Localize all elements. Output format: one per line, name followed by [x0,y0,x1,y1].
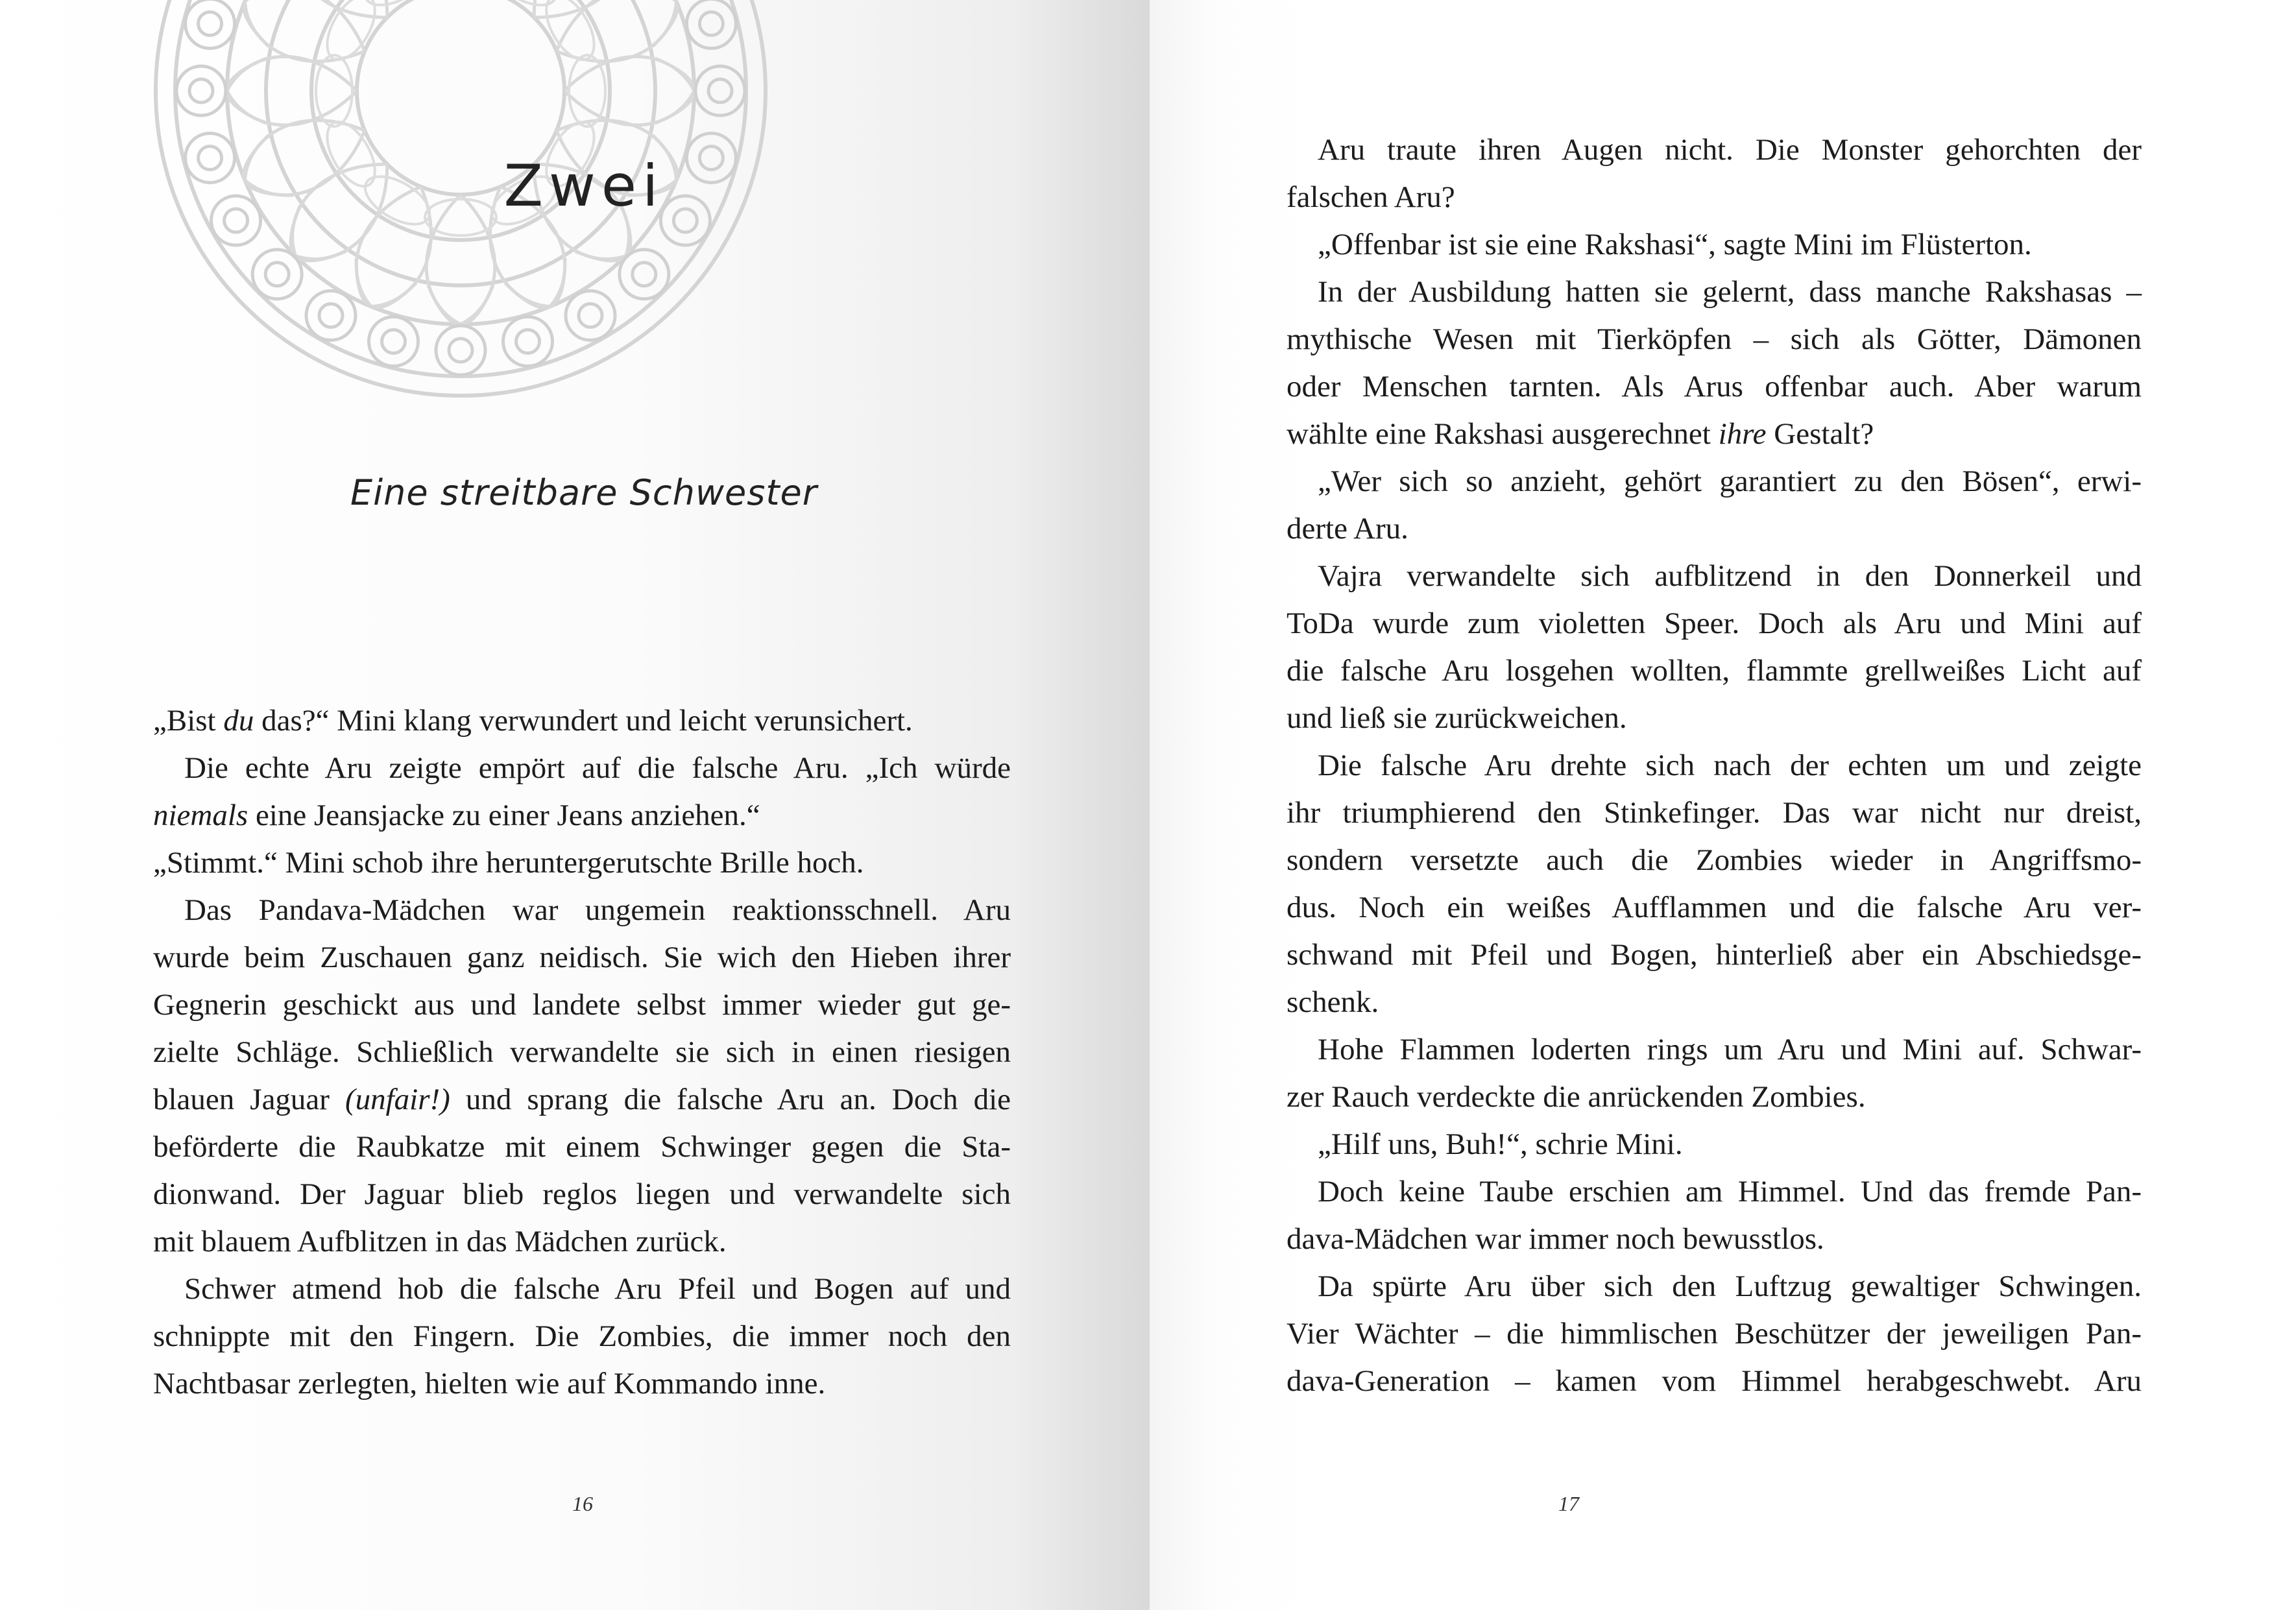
text-line [1287,1168,2142,1216]
text-segment: oder Menschen tarnten. Als Arus offenbar auch. Aber warum [1287,370,2142,403]
chapter-subtitle: Eine streitbare Schwester [350,472,817,513]
text-segment: Aru traute ihren Augen nicht. Die Monster gehorchten der [1318,133,2142,167]
celtic-mandala-ornament [117,0,804,441]
text-line [153,1313,1011,1360]
text-line [1287,1121,2142,1168]
text-line [153,887,1011,934]
text-segment: Schwer atmend hob die falsche Aru Pfeil und Bogen auf und [184,1272,1011,1306]
text-segment: „Bist [153,704,224,738]
text-line [1287,979,2142,1026]
text-segment: mythische Wesen mit Tierköpfen – sich als Götter, Dämonen [1287,322,2142,356]
text-line [1287,931,2142,979]
page-number-left: 16 [572,1492,593,1515]
italic-text: niemals [153,799,248,832]
text-segment: Vier Wächter – die himmlischen Beschützer der jeweiligen Pan- [1287,1317,2142,1351]
text-line [1287,742,2142,789]
text-line [1287,1310,2142,1358]
text-segment: Nachtbasar zerlegten, hielten wie auf Kommando inne. [153,1367,826,1400]
italic-text: ihre [1718,417,1767,451]
text-line [153,1171,1011,1218]
text-line [153,1029,1011,1076]
text-line [153,1218,1011,1266]
text-line [1287,269,2142,316]
text-segment: sondern versetzte auch die Zombies wieder in Angriffsmo- [1287,843,2142,877]
text-line [1287,1358,2142,1405]
text-segment: ToDa wurde zum violetten Speer. Doch als Aru und Mini auf [1287,607,2142,640]
text-segment: die falsche Aru losgehen wollten, flammte grellweißes Licht auf [1287,654,2142,688]
text-segment: Vajra verwandelte sich aufblitzend in den Donnerkeil und [1318,559,2142,593]
right-body-text [1287,126,2142,1405]
text-line [153,1360,1011,1408]
text-line [1287,1263,2142,1310]
text-segment: falschen Aru? [1287,180,1455,214]
chapter-title: Zwei [503,152,664,219]
text-segment: dava-Generation – kamen vom Himmel herabgeschwebt. Aru [1287,1364,2142,1398]
italic-text: du [223,704,254,738]
text-segment: „Wer sich so anzieht, gehört garantiert zu den Bösen“, erwi- [1318,464,2142,498]
italic-text: (unfair!) [344,1083,450,1116]
right-page [1150,0,2296,1610]
text-segment: Gestalt? [1766,417,1874,451]
text-segment: ihr triumphierend den Stinkefinger. Das war nicht nur dreist, [1287,796,2142,830]
text-line [153,745,1011,792]
text-segment: zielte Schläge. Schließlich verwandelte sie sich in einen riesigen [153,1035,1011,1069]
text-segment: „Stimmt.“ Mini schob ihre heruntergerutschte Brille hoch. [153,846,864,880]
text-segment: dus. Noch ein weißes Aufflammen und die falsche Aru ver- [1287,891,2142,924]
text-segment: zer Rauch verdeckte die anrückenden Zombies. [1287,1080,1866,1114]
text-segment: schenk. [1287,985,1379,1019]
text-line [1287,1074,2142,1121]
text-line [1287,695,2142,742]
text-line [1287,1216,2142,1263]
text-segment: „Offenbar ist sie eine Rakshasi“, sagte Mini im Flüsterton. [1318,228,2032,261]
text-line [153,1123,1011,1171]
text-line [153,1076,1011,1123]
text-segment: Die falsche Aru drehte sich nach der echten um und zeigte [1318,749,2142,782]
text-segment: In der Ausbildung hatten sie gelernt, dass manche Rakshasas – [1318,275,2142,309]
text-segment: schwand mit Pfeil und Bogen, hinterließ aber ein Abschiedsge- [1287,938,2142,972]
text-segment: schnippte mit den Fingern. Die Zombies, die immer noch den [153,1319,1011,1353]
text-segment: und ließ sie zurückweichen. [1287,701,1627,735]
text-segment: mit blauem Aufblitzen in das Mädchen zurück. [153,1225,727,1258]
text-segment: beförderte die Raubkatze mit einem Schwinger gegen die Sta- [153,1130,1011,1164]
text-line [1287,600,2142,647]
left-body-text [153,697,1011,1408]
text-line [1287,1026,2142,1074]
text-segment: und sprang die falsche Aru an. Doch die [450,1083,1011,1116]
text-segment: Hohe Flammen loderten rings um Aru und Mini auf. Schwar- [1318,1033,2142,1066]
text-line [153,697,1011,745]
text-segment: dionwand. Der Jaguar blieb reglos liegen und verwandelte sich [153,1177,1011,1211]
text-line [153,839,1011,887]
text-line [153,1266,1011,1313]
text-line [1287,316,2142,363]
text-segment: Da spürte Aru über sich den Luftzug gewaltiger Schwingen. [1318,1269,2142,1303]
text-line [1287,458,2142,505]
text-segment: das?“ Mini klang verwundert und leicht verunsichert. [254,704,913,738]
page-number-right: 17 [1558,1492,1579,1515]
text-segment: derte Aru. [1287,512,1408,546]
text-line [1287,553,2142,600]
text-line [1287,221,2142,269]
text-line [153,792,1011,839]
text-segment: dava-Mädchen war immer noch bewusstlos. [1287,1222,1824,1256]
text-segment: Das Pandava-Mädchen war ungemein reaktionsschnell. Aru [184,893,1011,927]
text-line [1287,411,2142,458]
text-line [1287,174,2142,221]
text-segment: Die echte Aru zeigte empört auf die falsche Aru. „Ich würde [184,751,1011,785]
text-segment: „Hilf uns, Buh!“, schrie Mini. [1318,1127,1683,1161]
text-segment: eine Jeansjacke zu einer Jeans anziehen.“ [248,799,760,832]
text-line [1287,647,2142,695]
text-line [1287,363,2142,411]
text-segment: Gegnerin geschickt aus und landete selbst immer wieder gut ge- [153,988,1011,1022]
text-line [1287,789,2142,837]
text-line [153,934,1011,981]
text-segment: Doch keine Taube erschien am Himmel. Und das fremde Pan- [1318,1175,2142,1208]
text-segment: wählte eine Rakshasi ausgerechnet [1287,417,1719,451]
text-line [1287,126,2142,174]
text-line [1287,837,2142,884]
text-line [1287,505,2142,553]
text-line [1287,884,2142,931]
text-segment: wurde beim Zuschauen ganz neidisch. Sie wich den Hieben ihrer [153,941,1011,974]
text-line [153,981,1011,1029]
text-segment: blauen Jaguar [153,1083,345,1116]
